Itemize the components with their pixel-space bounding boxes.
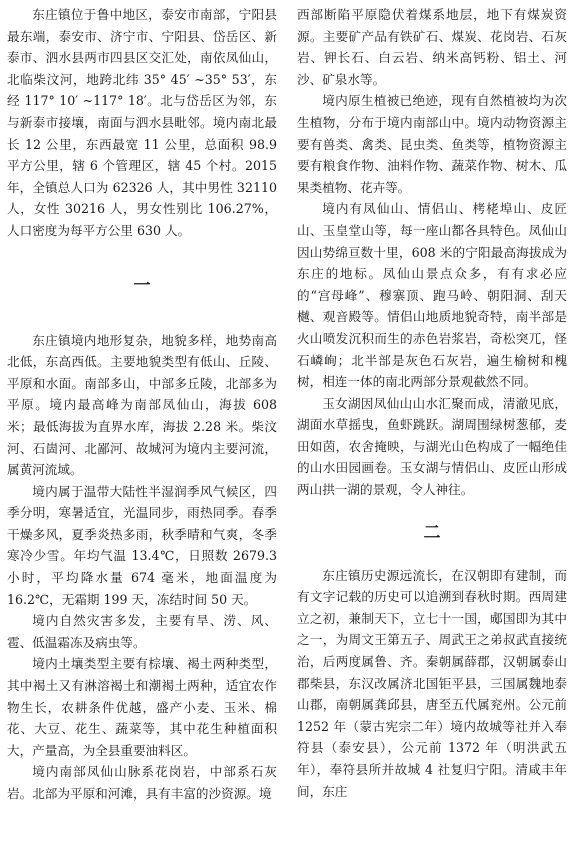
paragraph-mountains: 境内有凤仙山、情侣山、栲栳埠山、皮匠山、玉皇堂山等，每一座山都各具特色。凤仙山因山势绵亘数十里，608 米的宁阳最高海拔成为东庄的地标。凤仙山景点众多，有有求必应的“宫母峰”、穆寨顶、跑马岭、朝阳洞、刮天樾、观音殿等。情侣山地质地貌奇特，南半部是火山喷发沉积而生的赤色岩浆岩，奇松突兀，怪石嶙峋；北半部是灰色石灰岩，遍生榆树和槐树，相连一体的南北两部分景观截然不同。 [297, 201, 567, 390]
paragraph-terrain: 东庄镇境内地形复杂，地貌多样，地势南高北低，东高西低。主要地貌类型有低山、丘陵、平原和水面。南部多山，中部多丘陵，北部多为平原。境内最高峰为南部凤仙山，海拔 608 米；最低海拔为直界水库，海拔 2.28 米。柴汶河、石崮河、北鄙河、故城河为境内主要河流，属黄河流域。 [7, 332, 277, 478]
paragraph-lake: 玉女湖因凤仙山山水汇聚而成，清澈见底，湖面水草摇曳，鱼虾跳跃。湖周围绿树葱郁，麦田如茵，农舍掩映，与湖光山色构成了一幅绝佳的山水田园画卷。玉女湖与情侣山、皮匠山形成两山拱一湖的景观，令人神往。 [297, 395, 567, 498]
paragraph-minerals: 西部断陷平原隐伏着煤系地层，地下有煤炭资源。主要矿产品有铁矿石、煤炭、花岗岩、石灰岩、钾长石、白云岩、纳米高钙粉、铝土、河沙、矿泉水等。 [297, 7, 567, 87]
paragraph-disasters: 境内自然灾害多发，主要有旱、涝、风、雹、低温霜冻及病虫等。 [7, 613, 277, 650]
section-heading-one: 一 [133, 275, 151, 296]
paragraph-climate: 境内属于温带大陆性半湿润季风气候区，四季分明，寒暑适宜，光温同步，雨热同季。春季干燥多风，夏季炎热多雨，秋季晴和气爽，冬季寒冷少雪。年均气温 13.4℃，日照数 2679.3 小时，平均降水量 674 毫米，地面温度为 16.2℃，无霜期 199 天，冻结时间 50 天。 [7, 483, 277, 607]
paragraph-geology: 境内南部凤仙山脉系花岗岩，中部系石灰岩。北部为平原和河滩，具有丰富的沙资源。境 [7, 764, 277, 801]
paragraph-history: 东庄镇历史源远流长，在汉朝即有建制，而有文字记载的历史可以追溯到春秋时期。西周建立之初，兼制天下，立七十一国，郕国即为其中之一，为周文王第五子、周武王之弟叔武直接统治，后两度属鲁、齐。秦朝属薛郡，汉朝属泰山郡柴县，东汉改属济北国钜平县，三国属魏地泰山郡，南朝属龚邱县，唐至五代属兖州。公元前 1252 年（蒙古宪宗二年）境内故城等社并入奉符县（泰安县），公元前 1372 年（明洪武五年），奉符县所并故城 4 社复归宁阳。清咸丰年间，东庄 [297, 567, 567, 799]
paragraph-location: 东庄镇位于鲁中地区，泰安市南部，宁阳县最东端，泰安市、济宁市、宁阳县、岱岳区、新泰市、泗水县两市四县区交汇处，南依凤仙山，北临柴汶河，地跨北纬 35° 45′ ~35° 53′，东经 117° 10′ ~117° 18′。北与岱岳区为邻，东与新泰市接壤，南面与泗水县毗邻。境内南北最长 12 公里，东西最宽 11 公里，总面积 98.9 平方公里，辖 6 个管理区，辖 45 个村。2015 年，全镇总人口为 62326 人，其中男性 32110 人，女性 30216 人，男女性别比 106.27%，人口密度为每平方公里 630 人。 [7, 7, 277, 238]
right-column [297, 4, 567, 802]
left-column [7, 4, 277, 805]
paragraph-soil: 境内土壤类型主要有棕壤、褐土两种类型，其中褐土又有淋溶褐土和潮褐土两种，适宜农作物生长，农耕条件优越，盛产小麦、玉米、棉花、大豆、花生、蔬菜等，其中花生种植面积大，产量高，为全县重要油料区。 [7, 656, 277, 758]
section-heading-two: 二 [423, 522, 441, 543]
paragraph-vegetation: 境内原生植被已绝迹，现有自然植被均为次生植物，分布于境内南部山中。境内动物资源主要有兽类、禽类、昆虫类、鱼类等，植物资源主要有粮食作物、油料作物、蔬菜作物、树木、瓜果类植物、花卉等。 [297, 93, 567, 195]
